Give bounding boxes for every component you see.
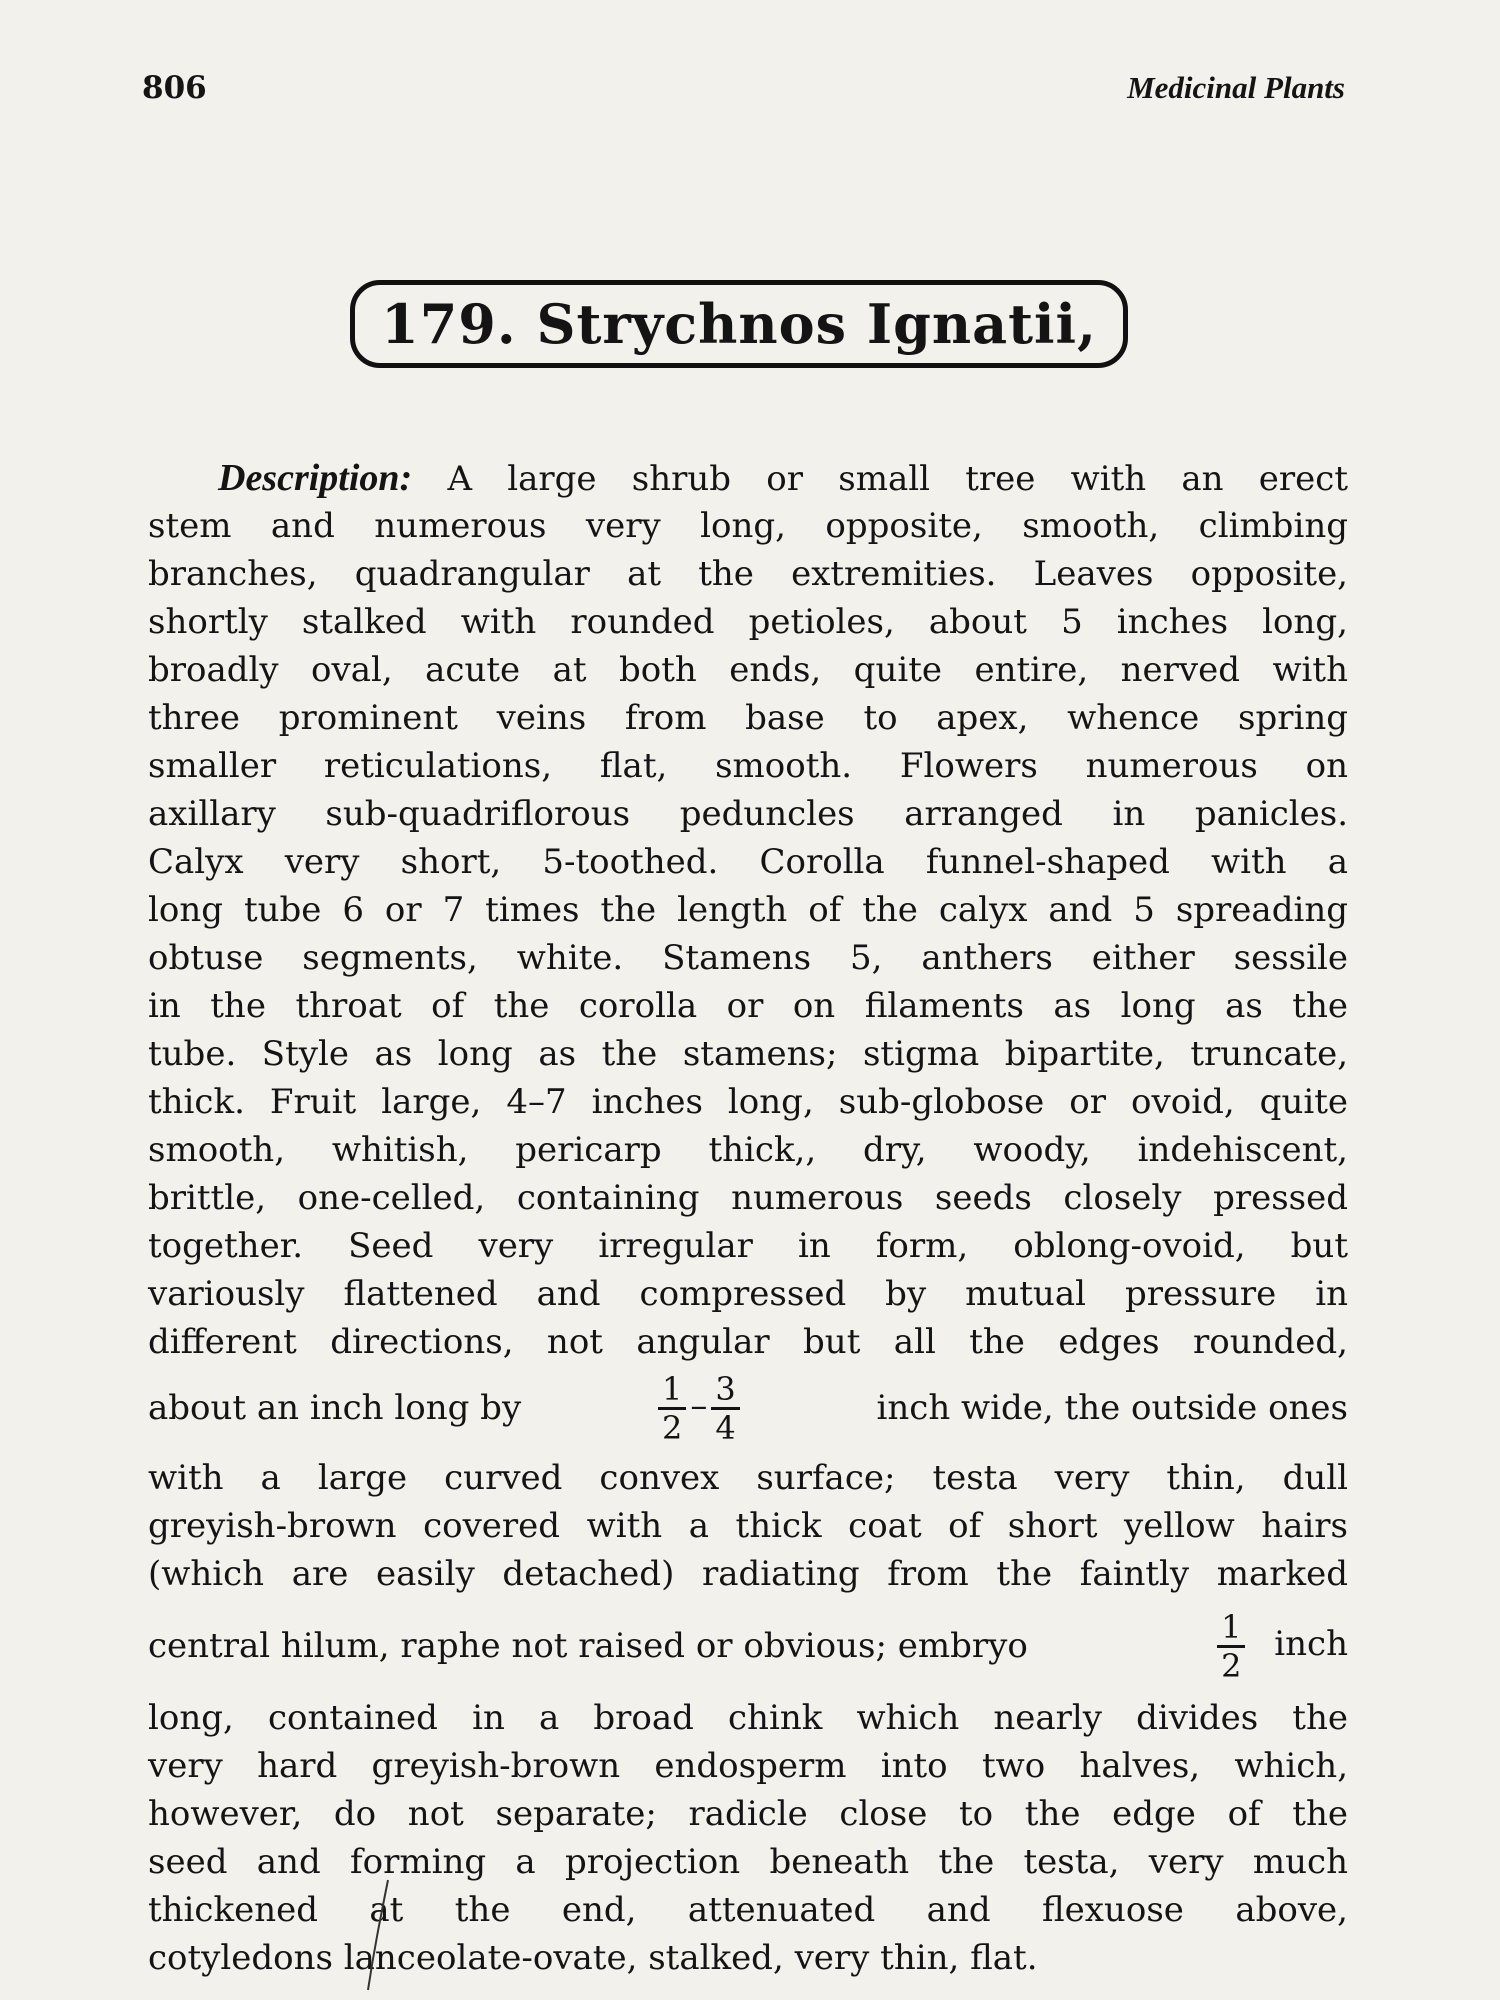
- body-line: seed and forming a projection beneath the testa, very much: [148, 1842, 1348, 1882]
- page-number: 806: [142, 70, 207, 106]
- description-label: Description:: [218, 457, 413, 499]
- body-line: long, contained in a broad chink which nearly divides the: [148, 1698, 1348, 1738]
- body-line: long tube 6 or 7 times the length of the calyx and 5 spreading: [148, 890, 1348, 930]
- body-line: broadly oval, acute at both ends, quite entire, nerved with: [148, 650, 1348, 690]
- body-line: stem and numerous very long, opposite, smooth, climbing: [148, 506, 1348, 546]
- pen-stroke-mark: [368, 1880, 388, 1990]
- body-line: thick. Fruit large, 4–7 inches long, sub-globose or ovoid, quite: [148, 1082, 1348, 1122]
- fraction-numerator: 1: [1217, 1609, 1245, 1648]
- body-line: three prominent veins from base to apex, whence spring: [148, 698, 1348, 738]
- section-title: 179. Strychnos Ignatii,: [381, 292, 1097, 356]
- fraction-denominator: 2: [1221, 1646, 1242, 1685]
- body-line: tube. Style as long as the stamens; stigma bipartite, truncate,: [148, 1034, 1348, 1074]
- body-line: with a large curved convex surface; testa very thin, dull: [148, 1458, 1348, 1498]
- body-line: variously flattened and compressed by mutual pressure in: [148, 1274, 1348, 1314]
- running-head: Medicinal Plants: [1127, 70, 1345, 105]
- body-line: branches, quadrangular at the extremities. Leaves opposite,: [148, 554, 1348, 594]
- fraction-dash: –: [690, 1386, 708, 1426]
- body-line: shortly stalked with rounded petioles, about 5 inches long,: [148, 602, 1348, 642]
- body-line: very hard greyish-brown endosperm into two halves, which,: [148, 1746, 1348, 1786]
- fraction-line-before: about an inch long by: [148, 1388, 522, 1428]
- body-line: however, do not separate; radicle close to the edge of the: [148, 1794, 1348, 1834]
- body-line: Calyx very short, 5-toothed. Corolla funnel-shaped with a: [148, 842, 1348, 882]
- fraction-line-after: inch wide, the outside ones: [876, 1388, 1348, 1428]
- body-line: (which are easily detached) radiating from the faintly marked: [148, 1554, 1348, 1594]
- fraction-numerator: 3: [711, 1371, 739, 1410]
- body-line: greyish-brown covered with a thick coat of short yellow hairs: [148, 1506, 1348, 1546]
- body-line: axillary sub-quadriflorous peduncles arranged in panicles.: [148, 794, 1348, 834]
- fraction-denominator: 2: [661, 1408, 683, 1447]
- body-line: smaller reticulations, flat, smooth. Flowers numerous on: [148, 746, 1348, 786]
- fraction-numerator: 1: [658, 1371, 686, 1410]
- fraction-line-before: central hilum, raphe not raised or obvious; embryo: [148, 1626, 1028, 1666]
- body-line: smooth, whitish, pericarp thick,, dry, woody, indehiscent,: [148, 1130, 1348, 1170]
- body-line-text: A large shrub or small tree with an erect: [447, 459, 1348, 499]
- body-line: thickened at the end, attenuated and flexuose above,: [148, 1890, 1348, 1930]
- fraction-line-after: inch: [1274, 1624, 1348, 1664]
- body-line: in the throat of the corolla or on filaments as long as the: [148, 986, 1348, 1026]
- fraction-denominator: 4: [715, 1408, 736, 1447]
- body-line: brittle, one-celled, containing numerous seeds closely pressed: [148, 1178, 1348, 1218]
- body-line: together. Seed very irregular in form, oblong-ovoid, but: [148, 1226, 1348, 1266]
- body-line: cotyledons lanceolate-ovate, stalked, very thin, flat.: [148, 1938, 1038, 1978]
- body-line: different directions, not angular but all the edges rounded,: [148, 1322, 1348, 1362]
- body-line: obtuse segments, white. Stamens 5, anthers either sessile: [148, 938, 1348, 978]
